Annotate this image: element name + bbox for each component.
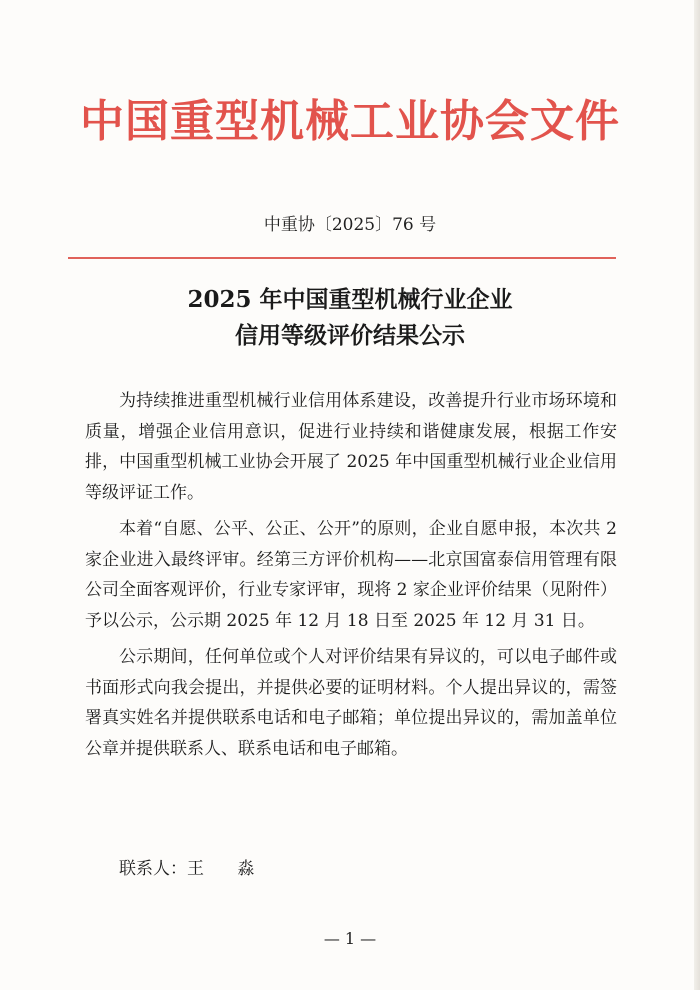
- contact-label: 联系人：: [119, 859, 187, 879]
- contact-line: [119, 856, 268, 882]
- body-paragraph-1: 为持续推进重型机械行业信用体系建设，改善提升行业市场环境和质量，增强企业信用意识，促进行业持续和谐健康发展，根据工作安排，中国重型机械工业协会开展了 2025 年中国重型机械行业企业信用等级评证工作。: [85, 391, 617, 503]
- page-number: — 1 —: [323, 929, 377, 948]
- document-title: [0, 282, 700, 354]
- document-title-line-1: 2025 年中国重型机械行业企业: [187, 286, 513, 313]
- red-divider-rule: [68, 257, 616, 259]
- body-paragraph-3: 公示期间，任何单位或个人对评价结果有异议的，可以电子邮件或书面形式向我会提出，并提供必要的证明材料。个人提出异议的，需签署真实姓名并提供联系电话和电子邮箱；单位提出异议的，需加盖单位公章并提供联系人、联系电话和电子邮箱。: [85, 647, 617, 759]
- document-header-title: 中国重型机械工业协会文件: [80, 96, 620, 147]
- body-paragraph-2: 本着“自愿、公平、公正、公开”的原则，企业自愿申报，本次共 2 家企业进入最终评审。经第三方评价机构——北京国富泰信用管理有限公司全面客观评价，行业专家评审，现将 2 家企业评价结果（见附件）予以公示，公示期 2025 年 12 月 18 日至 2025 年 12 月 31 日。: [85, 519, 617, 631]
- document-title-line-2: 信用等级评价结果公示: [235, 322, 465, 349]
- document-body: [85, 386, 617, 770]
- document-number: 中重协〔2025〕76 号: [263, 215, 437, 235]
- contact-name: 王 淼: [187, 859, 269, 879]
